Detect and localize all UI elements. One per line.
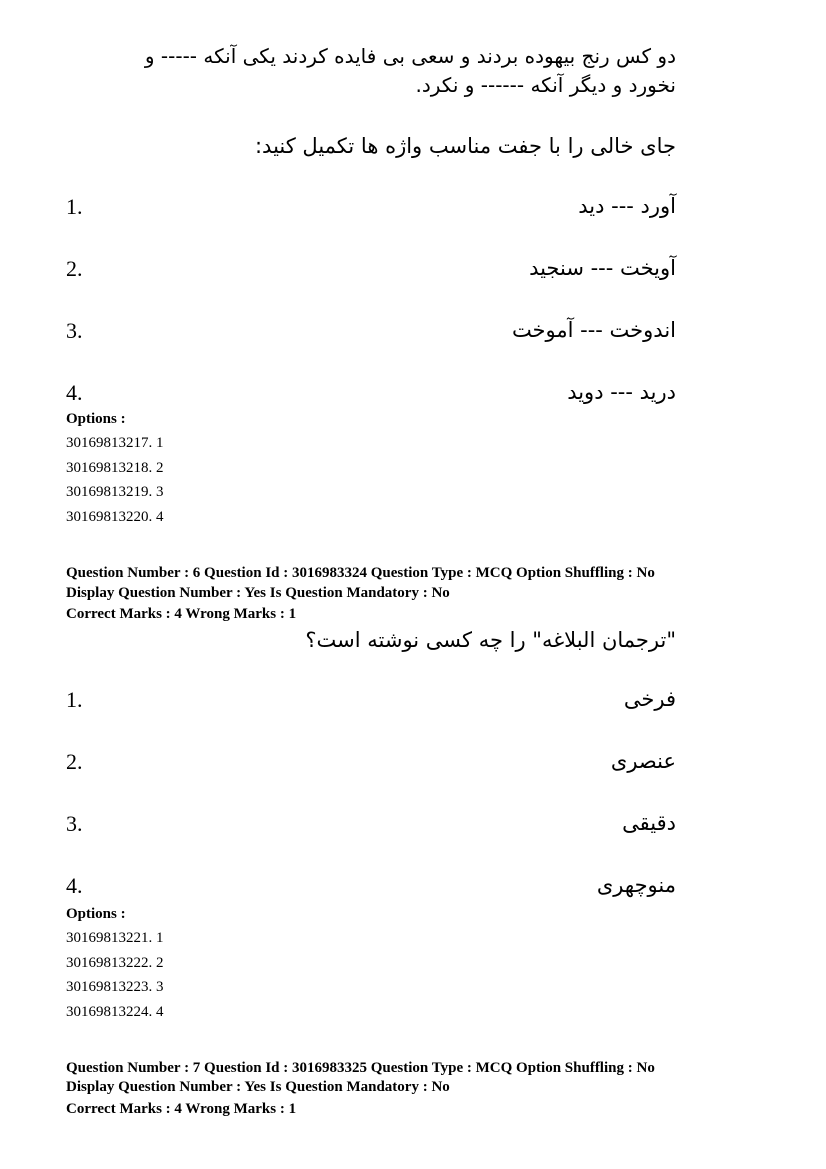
question-5-option-2 (66, 256, 676, 292)
question-7-meta-line-1: Question Number : 7 Question Id : 3016983325 Question Type : MCQ Option Shuffling : No (66, 1060, 655, 1076)
option-number: 4. (66, 873, 83, 898)
question-5-paragraph-line-2: نخورد و دیگر آنکه ------ و نکرد. (415, 73, 676, 97)
option-text: فرخی (623, 687, 676, 711)
question-6-option-id-2: 30169813222. 2 (66, 955, 164, 971)
option-text: آورد --- دید (578, 194, 676, 218)
question-6-option-2 (66, 749, 676, 785)
option-number: 3. (66, 811, 83, 836)
option-number: 2. (66, 256, 83, 281)
option-number: 2. (66, 749, 83, 774)
question-5-option-1 (66, 194, 676, 230)
question-6-option-id-1: 30169813221. 1 (66, 930, 164, 946)
question-6-options-label: Options : (66, 906, 126, 922)
question-5-option-id-2: 30169813218. 2 (66, 460, 164, 476)
option-text: عنصری (610, 749, 676, 773)
question-6-text: "ترجمان البلاغه" را چه کسی نوشته است؟ (305, 628, 676, 652)
question-5-option-id-4: 30169813220. 4 (66, 509, 164, 525)
question-5-instruction: جای خالی را با جفت مناسب واژه ها تکمیل کنید: (254, 134, 676, 158)
question-5-option-id-1: 30169813217. 1 (66, 435, 164, 451)
question-6-meta-line-3: Correct Marks : 4 Wrong Marks : 1 (66, 606, 297, 622)
option-text: درید --- دوید (567, 380, 676, 404)
question-5-option-4 (66, 380, 676, 416)
question-6-option-4 (66, 873, 676, 909)
question-7-meta-line-3: Correct Marks : 4 Wrong Marks : 1 (66, 1101, 297, 1117)
question-5-option-id-3: 30169813219. 3 (66, 484, 164, 500)
question-6-option-3 (66, 811, 676, 847)
option-text: آویخت --- سنجید (529, 256, 676, 280)
question-6-meta-line-2: Display Question Number : Yes Is Question Mandatory : No (66, 585, 450, 601)
option-text: دقیقی (622, 811, 676, 835)
option-number: 1. (66, 687, 83, 712)
option-text: منوچهری (596, 873, 676, 897)
question-5-options-label: Options : (66, 411, 126, 427)
question-5-option-3 (66, 318, 676, 354)
question-6-meta-line-1: Question Number : 6 Question Id : 3016983324 Question Type : MCQ Option Shuffling : No (66, 565, 655, 581)
question-5-paragraph-line-1: دو کس رنج بیهوده بردند و سعی بی فایده کردند یکی آنکه ----- و (144, 44, 676, 68)
question-6-option-id-4: 30169813224. 4 (66, 1004, 164, 1020)
question-6-option-id-3: 30169813223. 3 (66, 979, 164, 995)
option-number: 3. (66, 318, 83, 343)
option-number: 4. (66, 380, 83, 405)
question-6-option-1 (66, 687, 676, 723)
question-7-meta-line-2: Display Question Number : Yes Is Question Mandatory : No (66, 1079, 450, 1095)
option-text: اندوخت --- آموخت (511, 318, 676, 342)
option-number: 1. (66, 194, 83, 219)
